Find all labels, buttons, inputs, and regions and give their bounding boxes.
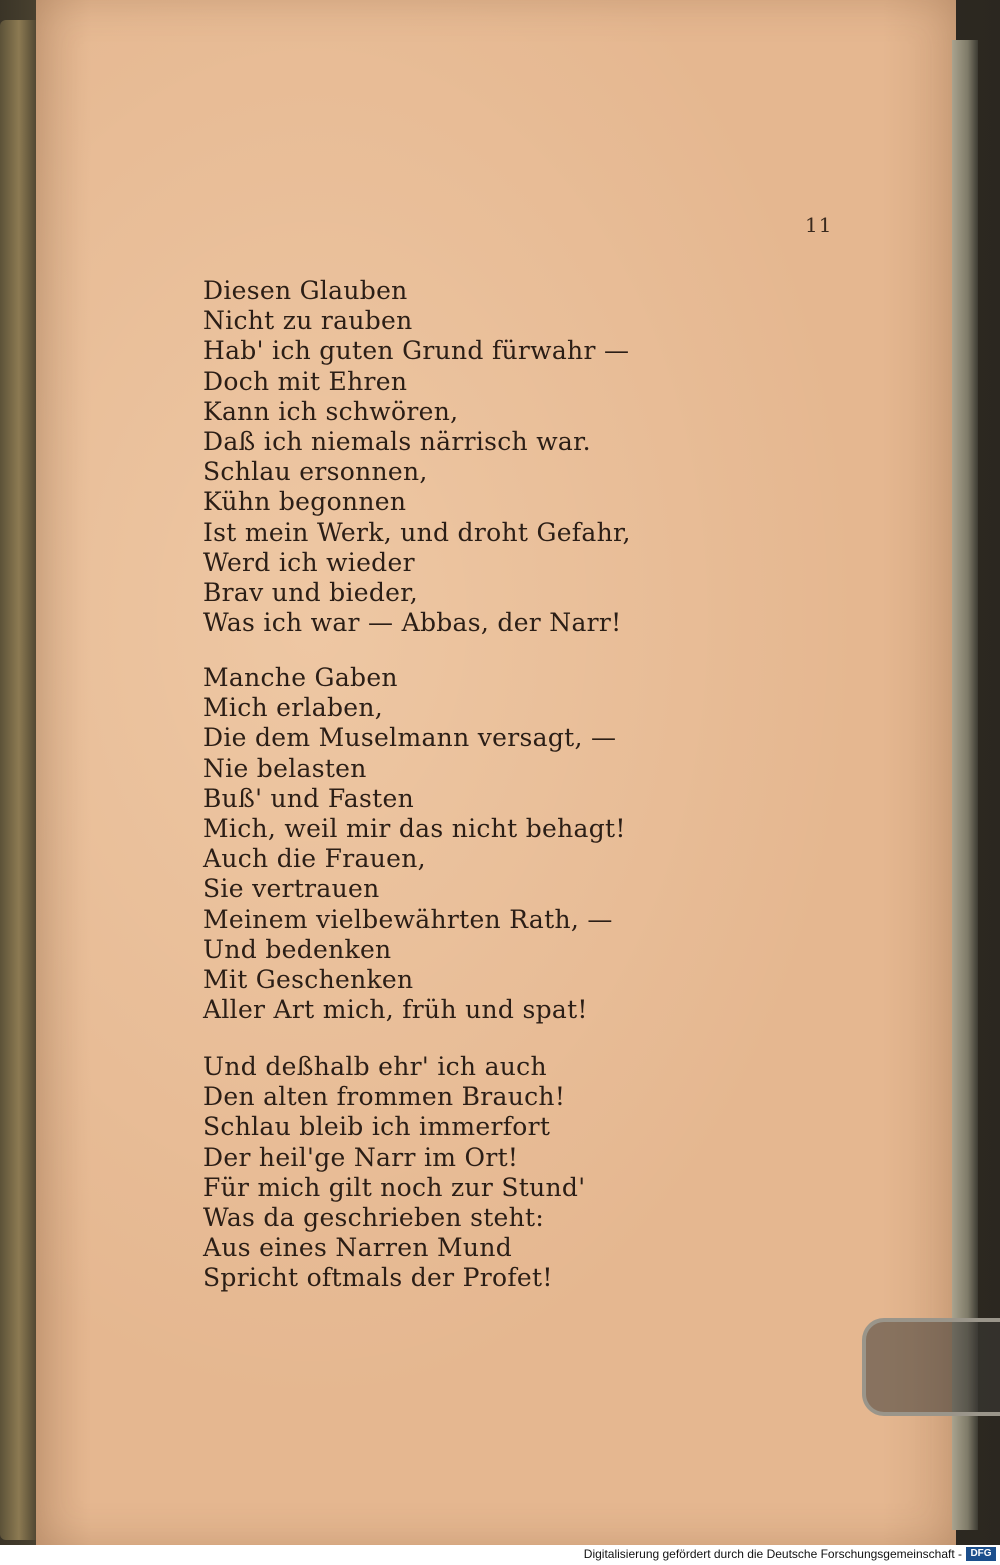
poem-line: Brav und bieder, (203, 578, 418, 608)
poem-line: Diesen Glauben (203, 276, 408, 305)
dfg-logo: DFG (966, 1547, 996, 1561)
poem-line: Aus eines Narren Mund (203, 1233, 513, 1263)
poem-line: Nie belasten (203, 753, 367, 783)
poem-line: Die dem Muselmann versagt, — (203, 723, 617, 753)
poem-line: Werd ich wieder (203, 547, 415, 577)
clip-tab (862, 1318, 1000, 1416)
footer-credit: Digitalisierung gefördert durch die Deutsche Forschungsgemeinschaft - (583, 1547, 962, 1561)
poem-line: Sie vertrauen (203, 874, 380, 904)
poem-line: Was da geschrieben steht: (203, 1203, 545, 1233)
poem-line: Kann ich schwören, (203, 396, 459, 426)
poem-line: Auch die Frauen, (203, 844, 426, 874)
page-edge-stack (952, 40, 978, 1530)
poem-line: Schlau ersonnen, (203, 457, 428, 487)
poem-line: Spricht oftmals der Profet! (203, 1263, 553, 1293)
poem-line: Manche Gaben (203, 663, 398, 692)
poem-line: Schlau bleib ich immerfort (203, 1112, 551, 1142)
stanza-2 (203, 663, 626, 1025)
poem-line: Was ich war — Abbas, der Narr! (203, 608, 622, 638)
stanza-3 (203, 1052, 585, 1294)
poem-line: Daß ich niemals närrisch war. (203, 427, 591, 457)
stanza-1 (203, 276, 631, 638)
poem-line: Nicht zu rauben (203, 306, 413, 336)
poem-line: Für mich gilt noch zur Stund' (203, 1172, 586, 1202)
poem-line: Den alten frommen Brauch! (203, 1082, 566, 1112)
poem-line: Mich, weil mir das nicht behagt! (203, 814, 626, 844)
poem-line: Hab' ich guten Grund fürwahr — (203, 336, 630, 366)
poem-line: Doch mit Ehren (203, 366, 408, 396)
poem-line: Und bedenken (203, 934, 392, 964)
poem-line: Ist mein Werk, und droht Gefahr, (203, 517, 631, 547)
poem-line: Meinem vielbewährten Rath, — (203, 904, 613, 934)
digitization-footer (0, 1545, 1000, 1565)
poem-line: Kühn begonnen (203, 487, 407, 517)
poem-line: Mit Geschenken (203, 965, 414, 995)
poem-line: Mich erlaben, (203, 693, 384, 723)
poem-line: Aller Art mich, früh und spat! (203, 995, 588, 1025)
poem-line: Buß' und Fasten (203, 783, 414, 813)
poem-line: Der heil'ge Narr im Ort! (203, 1142, 519, 1172)
page-number: 11 (805, 213, 833, 237)
poem-line: Und deßhalb ehr' ich auch (203, 1052, 547, 1081)
